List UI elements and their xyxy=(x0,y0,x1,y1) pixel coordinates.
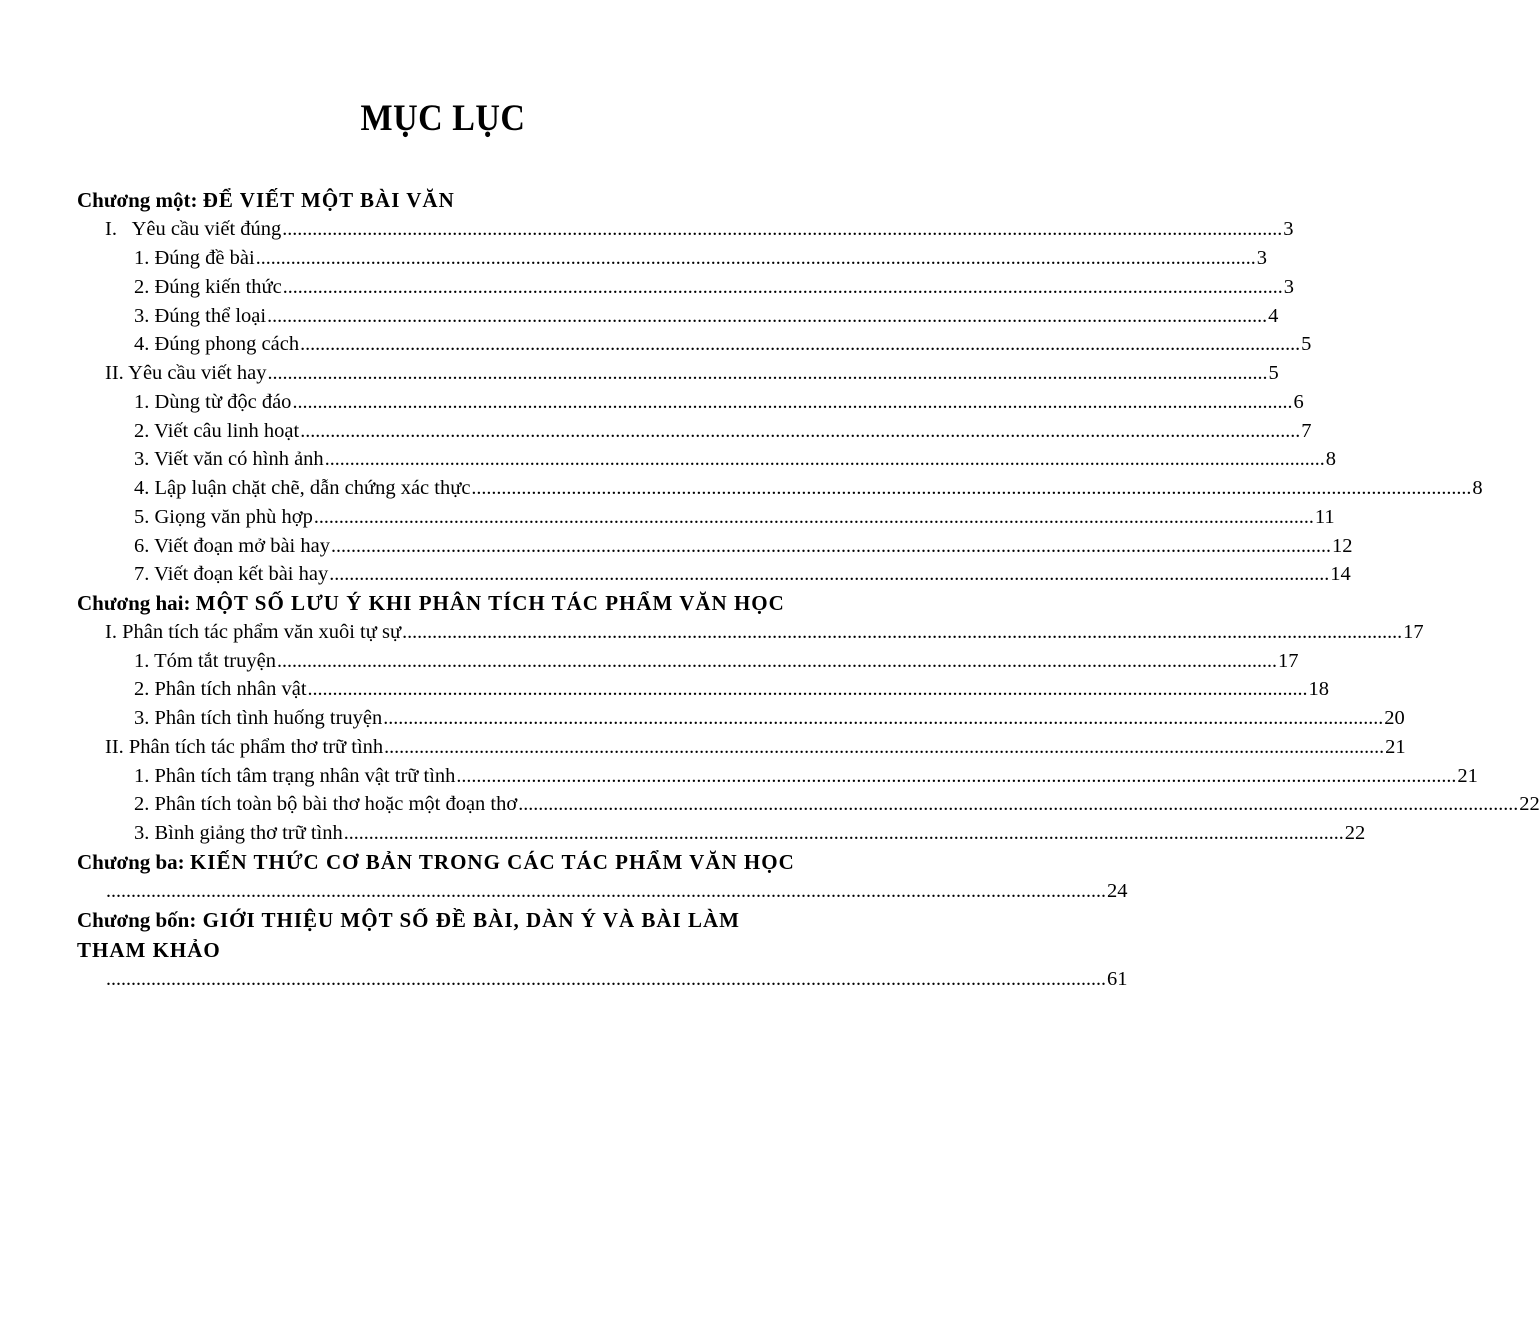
entry-page: 24 xyxy=(1107,880,1128,902)
chapter-lead: Chương ba: xyxy=(77,850,185,874)
dot-leader: ........................................................................................................................................................................................................ xyxy=(267,362,1268,384)
toc-entry[interactable] xyxy=(105,618,1424,646)
dot-leader: ........................................................................................................................................................................................................ xyxy=(518,793,1519,815)
dot-leader: ........................................................................................................................................................................................................ xyxy=(276,650,1277,672)
dot-leader: ........................................................................................................................................................................................................ xyxy=(384,736,1385,758)
chapter-title: ĐỂ VIẾT MỘT BÀI VĂN xyxy=(202,188,455,212)
toc-entry[interactable] xyxy=(134,417,1312,445)
toc-chapter-3[interactable] xyxy=(77,848,812,876)
entry-page: 11 xyxy=(1314,506,1335,528)
dot-leader: ........................................................................................................................................................................................................ xyxy=(106,880,1106,902)
toc-entry[interactable] xyxy=(105,965,1128,993)
toc-entry[interactable] xyxy=(134,474,1483,502)
entry-label: 2. Đúng kiến thức xyxy=(134,276,282,298)
entry-label: 1. Đúng đề bài xyxy=(134,247,255,269)
toc-entry[interactable] xyxy=(134,790,1540,818)
entry-page: 7 xyxy=(1301,420,1312,442)
toc-entry[interactable] xyxy=(134,675,1330,703)
toc-chapter-1[interactable] xyxy=(77,186,812,214)
entry-page: 61 xyxy=(1107,968,1128,990)
entry-label: 3. Đúng thể loại xyxy=(134,305,267,327)
dot-leader: ........................................................................................................................................................................................................ xyxy=(343,822,1344,844)
entry-label: 1. Dùng từ độc đáo xyxy=(134,391,292,413)
entry-page: 5 xyxy=(1301,333,1312,355)
entry-page: 8 xyxy=(1325,448,1336,470)
entry-page: 12 xyxy=(1331,535,1353,557)
entry-page: 20 xyxy=(1384,707,1405,729)
chapter-title: KIẾN THỨC CƠ BẢN TRONG CÁC TÁC PHẨM VĂN HỌC xyxy=(189,850,795,874)
entry-page: 3 xyxy=(1283,276,1295,298)
dot-leader: ........................................................................................................................................................................................................ xyxy=(330,535,1331,557)
chapter-lead: Chương một: xyxy=(77,188,198,212)
entry-page: 18 xyxy=(1308,678,1330,700)
entry-label: 2. Viết câu linh hoạt xyxy=(134,420,300,442)
dot-leader: ........................................................................................................................................................................................................ xyxy=(313,506,1314,528)
entry-page: 21 xyxy=(1457,765,1478,787)
toc-entry[interactable] xyxy=(134,647,1299,675)
dot-leader: ........................................................................................................................................................................................................ xyxy=(267,305,1268,327)
entry-label: 4. Đúng phong cách xyxy=(134,333,300,355)
chapter-title: MỘT SỐ LƯU Ý KHI PHÂN TÍCH TÁC PHẨM VĂN HỌC xyxy=(195,591,785,615)
toc-entry[interactable] xyxy=(134,762,1478,790)
dot-leader: ........................................................................................................................................................................................................ xyxy=(300,420,1301,442)
toc-entry[interactable] xyxy=(134,532,1353,560)
entry-label: 2. Phân tích toàn bộ bài thơ hoặc một đoạn thơ xyxy=(134,793,518,815)
toc-chapter-4[interactable] xyxy=(77,905,812,965)
entry-page: 21 xyxy=(1385,736,1406,758)
entry-label: 3. Viết văn có hình ảnh xyxy=(134,448,324,470)
entry-label: II. Phân tích tác phẩm thơ trữ tình xyxy=(105,736,384,758)
entry-label: II. Yêu cầu viết hay xyxy=(105,362,267,384)
toc-entry[interactable] xyxy=(134,330,1312,358)
chapter-lead: Chương bốn: xyxy=(77,908,197,932)
dot-leader: ........................................................................................................................................................................................................ xyxy=(307,678,1308,700)
toc-entry[interactable] xyxy=(134,560,1351,588)
dot-leader: ........................................................................................................................................................................................................ xyxy=(282,218,1283,240)
chapter-title: GIỚI THIỆU MỘT SỐ ĐỀ BÀI, DÀN Ý VÀ BÀI LÀM THAM KHẢO xyxy=(77,908,740,962)
entry-label: 4. Lập luận chặt chẽ, dẫn chứng xác thực xyxy=(134,477,471,499)
entry-label: I. Yêu cầu viết đúng xyxy=(105,218,282,240)
dot-leader: ........................................................................................................................................................................................................ xyxy=(324,448,1325,470)
entry-label: 5. Giọng văn phù hợp xyxy=(134,506,313,528)
dot-leader: ........................................................................................................................................................................................................ xyxy=(329,563,1330,585)
entry-page: 5 xyxy=(1268,362,1279,384)
toc-entry[interactable] xyxy=(134,503,1335,531)
toc-entry[interactable] xyxy=(105,359,1279,387)
dot-leader: ........................................................................................................................................................................................................ xyxy=(471,477,1472,499)
entry-page: 22 xyxy=(1344,822,1366,844)
entry-page: 22 xyxy=(1519,793,1540,815)
dot-leader: ........................................................................................................................................................................................................ xyxy=(402,621,1403,643)
toc-chapter-2[interactable] xyxy=(77,589,812,617)
dot-leader: ........................................................................................................................................................................................................ xyxy=(255,247,1256,269)
toc-entry[interactable] xyxy=(105,733,1406,761)
entry-page: 3 xyxy=(1283,218,1294,240)
entry-page: 17 xyxy=(1403,621,1424,643)
entry-label: I. Phân tích tác phẩm văn xuôi tự sự xyxy=(105,621,402,643)
toc-entry[interactable] xyxy=(134,244,1267,272)
entry-page: 3 xyxy=(1256,247,1267,269)
toc-entry[interactable] xyxy=(134,819,1366,847)
entry-label: 2. Phân tích nhân vật xyxy=(134,678,307,700)
entry-page: 17 xyxy=(1277,650,1299,672)
dot-leader: ........................................................................................................................................................................................................ xyxy=(282,276,1283,298)
toc-entry[interactable] xyxy=(134,273,1295,301)
entry-label: 7. Viết đoạn kết bài hay xyxy=(134,563,329,585)
toc-entry[interactable] xyxy=(134,388,1304,416)
page-title: MỤC LỤC xyxy=(360,98,526,139)
entry-page: 14 xyxy=(1330,563,1351,585)
entry-page: 6 xyxy=(1293,391,1304,413)
toc-entry[interactable] xyxy=(134,302,1279,330)
dot-leader: ........................................................................................................................................................................................................ xyxy=(292,391,1293,413)
toc-entry[interactable] xyxy=(105,877,1128,905)
dot-leader: ........................................................................................................................................................................................................ xyxy=(300,333,1301,355)
dot-leader: ........................................................................................................................................................................................................ xyxy=(106,968,1106,990)
entry-label: 3. Phân tích tình huống truyện xyxy=(134,707,383,729)
entry-label: 3. Bình giảng thơ trữ tình xyxy=(134,822,343,844)
entry-page: 4 xyxy=(1268,305,1279,327)
entry-label: 1. Tóm tắt truyện xyxy=(134,650,276,672)
toc-entry[interactable] xyxy=(105,215,1294,243)
entry-label: 6. Viết đoạn mở bài hay xyxy=(134,535,330,557)
entry-page: 8 xyxy=(1472,477,1483,499)
dot-leader: ........................................................................................................................................................................................................ xyxy=(383,707,1384,729)
dot-leader: ........................................................................................................................................................................................................ xyxy=(456,765,1457,787)
entry-label: 1. Phân tích tâm trạng nhân vật trữ tình xyxy=(134,765,456,787)
chapter-lead: Chương hai: xyxy=(77,591,191,615)
toc-entry[interactable] xyxy=(134,704,1405,732)
toc-entry[interactable] xyxy=(134,445,1336,473)
